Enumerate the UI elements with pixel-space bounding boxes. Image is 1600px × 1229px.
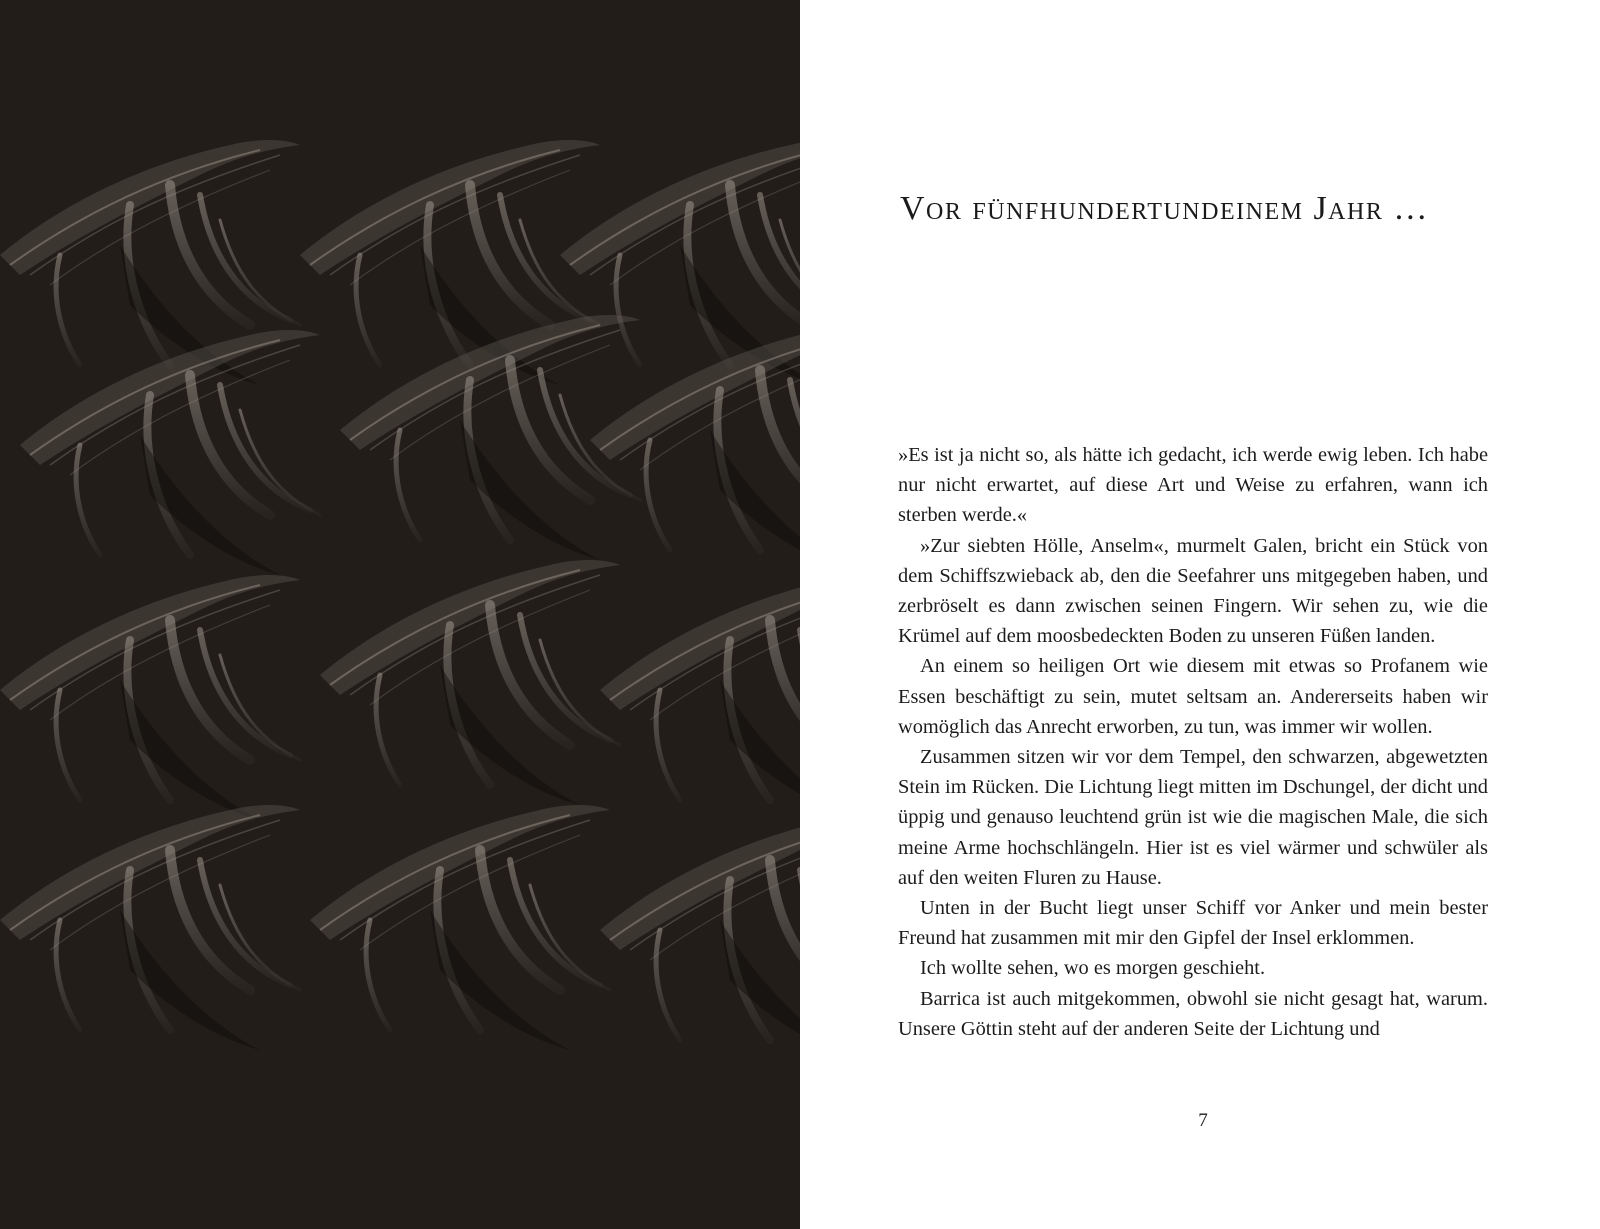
paragraph: »Zur siebten Hölle, Anselm«, murmelt Galen, bricht ein Stück von dem Schiffszwieback ab, den die Seefahrer uns mitgegeben haben, und zerbröselt es dann zwischen seinen Fingern. Wir sehen zu, wie die Krümel auf dem moosbedeckten Boden zu unseren Füßen landen. (898, 534, 1488, 648)
chapter-title: Vor fünfhundertundeinem Jahr … (900, 190, 1429, 227)
pattern-row-1 (0, 140, 800, 385)
text-page (800, 0, 1600, 1229)
paragraph: Zusammen sitzen wir vor dem Tempel, den schwarzen, abgewetzten Stein im Rücken. Die Lichtung liegt mitten im Dschungel, der dicht und üppig und genauso leuchtend grün ist wie die magischen Male, die sich meine Arme hochschlängeln. Hier ist es viel wärmer und schwüler als auf den weiten Fluren zu Hause. (898, 746, 1488, 889)
paragraph: Barrica ist auch mitgekommen, obwohl sie nicht gesagt hat, warum. Unsere Göttin steht auf der anderen Seite der Lichtung und (898, 987, 1488, 1040)
paragraph: »Es ist ja nicht so, als hätte ich gedacht, ich werde ewig leben. Ich habe nur nicht erwartet, auf diese Art und Weise zu erfahren, wann ich sterben werde.« (898, 444, 1488, 527)
page-number: 7 (1198, 1110, 1208, 1131)
pattern-row-4 (0, 805, 800, 1060)
body-text (898, 440, 1488, 1044)
pattern-row-2 (20, 315, 800, 575)
paragraph: Ich wollte sehen, wo es morgen geschieht. (920, 957, 1266, 980)
paragraph: Unten in der Bucht liegt unser Schiff vor Anker und mein bester Freund hat zusammen mit mir den Gipfel der Insel erklommen. (898, 897, 1488, 950)
pattern-row-3 (0, 560, 800, 820)
paragraph: An einem so heiligen Ort wie diesem mit etwas so Profanem wie Essen beschäftigt zu sein, mutet seltsam an. Andererseits haben wir womöglich das Anrecht erworben, zu tun, was immer wir wollen. (898, 655, 1488, 738)
